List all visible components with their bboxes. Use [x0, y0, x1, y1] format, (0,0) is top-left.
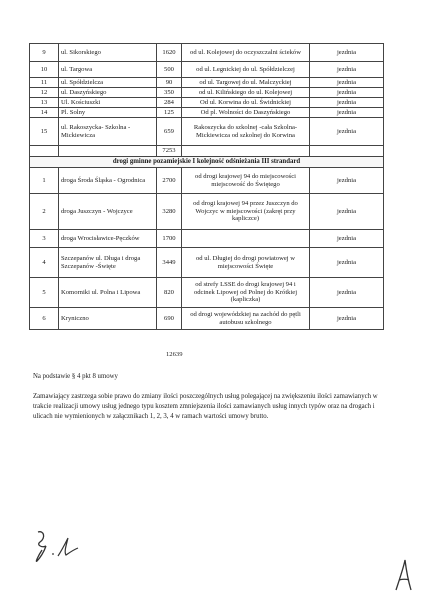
road-section: od drogi krajowej 94 do miejscowości miejscowość do Świętego [182, 168, 310, 194]
handwritten-signature [32, 528, 82, 564]
surface-type: jezdnia [310, 118, 384, 146]
road-name: ul. Targowa [59, 62, 157, 78]
road-table [29, 43, 384, 330]
table-row [30, 44, 384, 62]
table-body-top [30, 44, 384, 146]
road-name: Ul. Kościuszki [59, 98, 157, 108]
row-number: 14 [30, 108, 59, 118]
table-row [30, 248, 384, 278]
row-number: 6 [30, 308, 59, 330]
road-length: 659 [157, 118, 182, 146]
road-section: Od pl. Wolności do Daszyńskiego [182, 108, 310, 118]
road-length: 1620 [157, 44, 182, 62]
table-body-bottom [30, 168, 384, 330]
row-number: 4 [30, 248, 59, 278]
road-length: 820 [157, 278, 182, 308]
road-section: od ul. Legnickiej do ul. Spółdzielczej [182, 62, 310, 78]
road-section: Od ul. Korwina do ul. Świdnickiej [182, 98, 310, 108]
row-number: 5 [30, 278, 59, 308]
road-section [182, 230, 310, 248]
road-length: 125 [157, 108, 182, 118]
section-header-row [30, 157, 384, 168]
road-section: od ul. Długiej do drogi powiatowej w miejscowości Święte [182, 248, 310, 278]
road-length: 1700 [157, 230, 182, 248]
road-name: ul. Rakoszycka- Szkolna - Mickiewicza [59, 118, 157, 146]
table-row [30, 278, 384, 308]
road-name: droga Wrocisławice-Pęczków [59, 230, 157, 248]
road-section: od strefy LSSE do drogi krajowej 94 i odcinek Lipowej od Polnej do Krótkiej (kapliczka) [182, 278, 310, 308]
surface-type: jezdnia [310, 78, 384, 88]
surface-type: jezdnia [310, 44, 384, 62]
surface-type: jezdnia [310, 168, 384, 194]
row-number: 1 [30, 168, 59, 194]
road-length: 500 [157, 62, 182, 78]
row-number: 15 [30, 118, 59, 146]
road-length: 3280 [157, 194, 182, 230]
handwritten-initial [392, 558, 414, 592]
road-name: ul. Sikorskiego [59, 44, 157, 62]
road-name: droga Juszczyn - Wojczyce [59, 194, 157, 230]
grand-total: 12639 [166, 351, 183, 358]
road-section: od drogi wojewódzkiej na zachód do pętli autobusu szkolnego [182, 308, 310, 330]
road-length: 350 [157, 88, 182, 98]
surface-type: jezdnia [310, 108, 384, 118]
road-name: Szczepanów ul. Długa i droga Szczepanów -Święte [59, 248, 157, 278]
road-length: 284 [157, 98, 182, 108]
surface-type: jezdnia [310, 62, 384, 78]
paragraph-reservation: Zamawiający zastrzega sobie prawo do zmiany ilości poszczególnych usług polegającej na zwiększeniu ilości zamawianych w trakcie realizacji umowy usług jednego typu kosztem zmniejszenia ilości zamawianych usług innych typów oraz na drogach i ulicach nie wymienionych w załącznikach 1, 2, 3, 4 w ramach wartości umowy brutto. [33, 393, 378, 420]
road-section: od ul. Kolejowej do oczyszczalni ścieków [182, 44, 310, 62]
table-row [30, 108, 384, 118]
surface-type: jezdnia [310, 194, 384, 230]
paragraph-basis: Na podstawie § 4 pkt 8 umowy [33, 373, 118, 380]
road-name: ul. Spółdzielcza [59, 78, 157, 88]
surface-type: jezdnia [310, 98, 384, 108]
road-section: od drogi krajowej 94 przez Juszczyn do Wojczyc w miejscowości (zakręt przy kapliczce) [182, 194, 310, 230]
row-number: 9 [30, 44, 59, 62]
row-number: 3 [30, 230, 59, 248]
road-name: Komorniki ul. Polna i Lipowa [59, 278, 157, 308]
table-row [30, 78, 384, 88]
table-row [30, 194, 384, 230]
table-row [30, 168, 384, 194]
table-row [30, 88, 384, 98]
surface-type: jezdnia [310, 308, 384, 330]
surface-type: jezdnia [310, 248, 384, 278]
subtotal-value: 7253 [157, 146, 182, 157]
table-row [30, 98, 384, 108]
road-section: od ul. Targowej do ul. Malczyckiej [182, 78, 310, 88]
road-length: 90 [157, 78, 182, 88]
table-row [30, 230, 384, 248]
row-number: 10 [30, 62, 59, 78]
table-row [30, 62, 384, 78]
row-number: 2 [30, 194, 59, 230]
section-title: drogi gminne pozamiejskie I kolejność odśnieżania III strandard [30, 157, 384, 168]
road-name: Pl. Solny [59, 108, 157, 118]
road-name: Kryniczno [59, 308, 157, 330]
road-length: 3449 [157, 248, 182, 278]
surface-type: jezdnia [310, 230, 384, 248]
table-subtotal [30, 146, 384, 168]
road-section: od ul. Kilińskiego do ul. Kolejowej [182, 88, 310, 98]
surface-type: jezdnia [310, 88, 384, 98]
road-name: droga Środa Śląska - Ogrodnica [59, 168, 157, 194]
row-number: 13 [30, 98, 59, 108]
table-row [30, 118, 384, 146]
subtotal-row [30, 146, 384, 157]
road-length: 690 [157, 308, 182, 330]
road-name: ul. Daszyńskiego [59, 88, 157, 98]
table-row [30, 308, 384, 330]
road-length: 2700 [157, 168, 182, 194]
row-number: 11 [30, 78, 59, 88]
road-section: Rakoszycka do szkolnej -cała Szkolna- Mickiewicza od szkolnej do Korwina [182, 118, 310, 146]
row-number: 12 [30, 88, 59, 98]
surface-type: jezdnia [310, 278, 384, 308]
